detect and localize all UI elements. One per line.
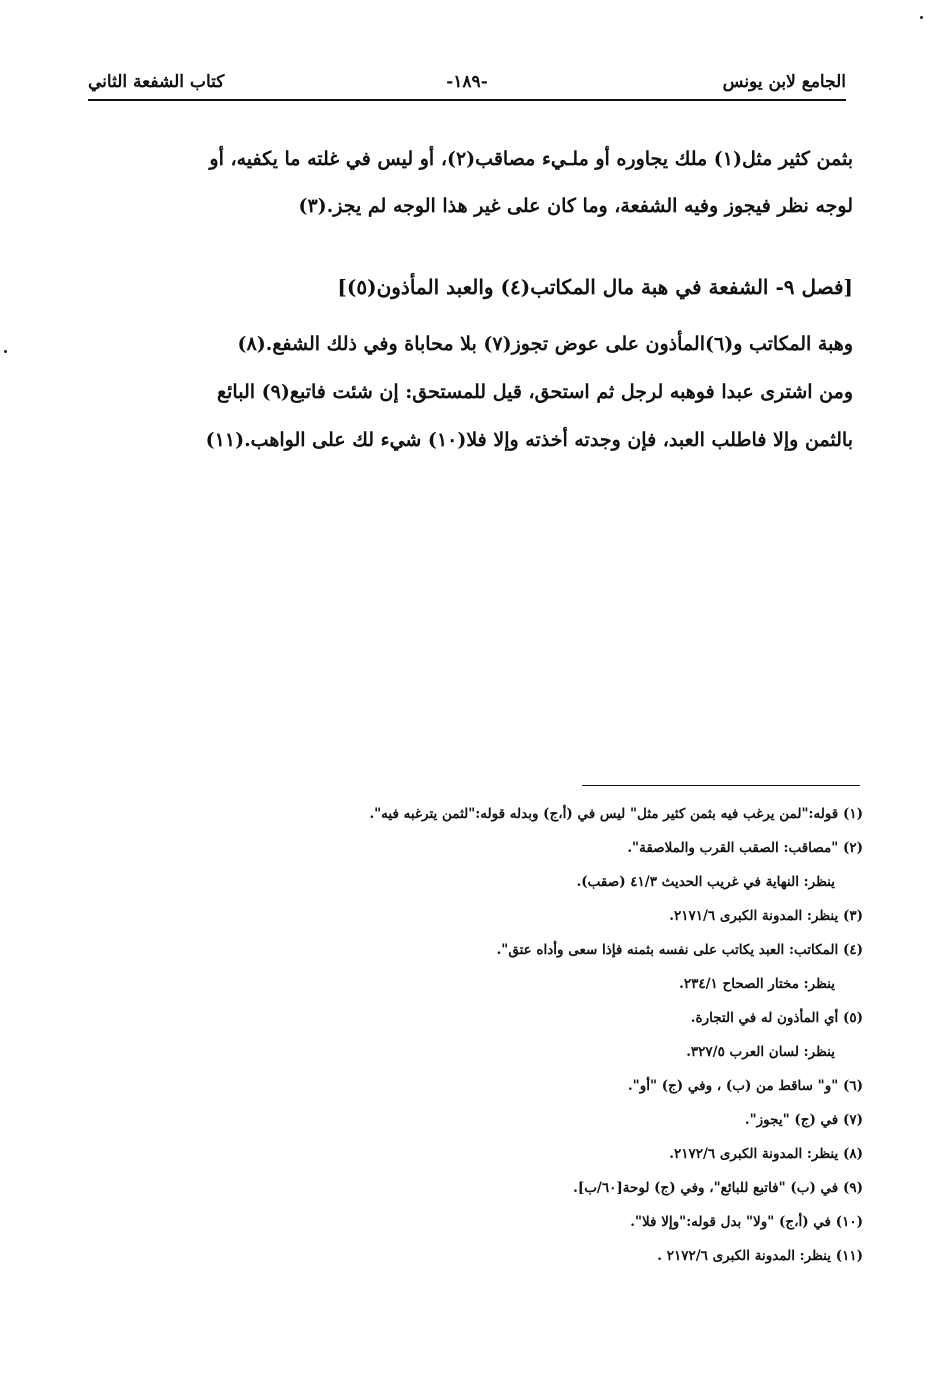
page-number: -١٨٩- xyxy=(446,72,488,92)
scan-speck xyxy=(920,16,923,19)
text-line: وهبة المكاتب و(٦)المأذون على عوض تجوز(٧) بلا محاباة وفي ذلك الشفع.(٨) xyxy=(237,333,853,355)
footnote-line: (٩) في (ب) "فاتبع للبائع"، وفي (ج) لوحة[٦٠/ب]. xyxy=(573,1180,863,1196)
footnote-line: (٥) أي المأذون له في التجارة. xyxy=(690,1010,863,1026)
footnote-line: ينظر: لسان العرب ٣٢٧/٥. xyxy=(686,1044,835,1060)
footnote-line: (٦) "و" ساقط من (ب) ، وفي (ج) "أو". xyxy=(627,1078,863,1094)
paragraph-1 xyxy=(91,136,853,230)
scan-speck xyxy=(4,350,7,353)
text-line: ومن اشترى عبدا فوهبه لرجل ثم استحق، قيل للمستحق: إن شئت فاتبع(٩) البائع xyxy=(217,381,853,403)
footnote-line: (٧) في (ج) "يجوز". xyxy=(744,1112,863,1128)
header-book-title: الجامع لابن يونس xyxy=(722,72,846,92)
footnote-line: (١٠) في (أ،ج) "ولا" بدل قوله:"وإلا فلا". xyxy=(630,1214,863,1230)
section-heading: [فصل ٩- الشفعة في هبة مال المكاتب(٤) والعبد المأذون(٥)] xyxy=(337,275,853,299)
footnote-line: (٨) ينظر: المدونة الكبرى ٢١٧٢/٦. xyxy=(669,1146,863,1162)
footnote-line: (٤) المكاتب: العبد يكاتب على نفسه بثمنه فإذا سعى وأداه عتق". xyxy=(496,942,863,958)
footnote-separator xyxy=(582,785,860,786)
footnote-line: (٣) ينظر: المدونة الكبرى ٢١٧١/٦. xyxy=(669,908,863,924)
running-header xyxy=(88,70,846,98)
footnote-line: (١١) ينظر: المدونة الكبرى ٢١٧٢/٦ . xyxy=(657,1248,863,1264)
text-line: لوجه نظر فيجوز وفيه الشفعة، وما كان على غير هذا الوجه لم يجز.(٣) xyxy=(298,195,853,217)
text-line: بالثمن وإلا فاطلب العبد، فإن وجدته أخذته وإلا فلا(١٠) شيء لك على الواهب.(١١) xyxy=(205,429,853,451)
footnote-line: (٢) "مصاقب: الصقب القرب والملاصقة". xyxy=(627,840,863,856)
header-rule xyxy=(88,99,846,101)
paragraph-2 xyxy=(91,320,853,464)
footnote-line: ينظر: النهاية في غريب الحديث ٤١/٣ (صقب). xyxy=(576,874,835,890)
text-line: بثمن كثير مثل(١) ملك يجاوره أو ملـيء مصاقب(٢)، أو ليس في غلته ما يكفيه، أو xyxy=(209,148,853,170)
footnote-line: ينظر: مختار الصحاح ٢٣٤/١. xyxy=(679,976,835,992)
header-chapter-title: كتاب الشفعة الثاني xyxy=(88,72,225,92)
footnote-line: (١) قوله:"لمن يرغب فيه بثمن كثير مثل" ليس في (أ،ج) وبدله قوله:"لثمن يترغبه فيه". xyxy=(369,806,863,822)
footnotes xyxy=(303,797,863,1273)
